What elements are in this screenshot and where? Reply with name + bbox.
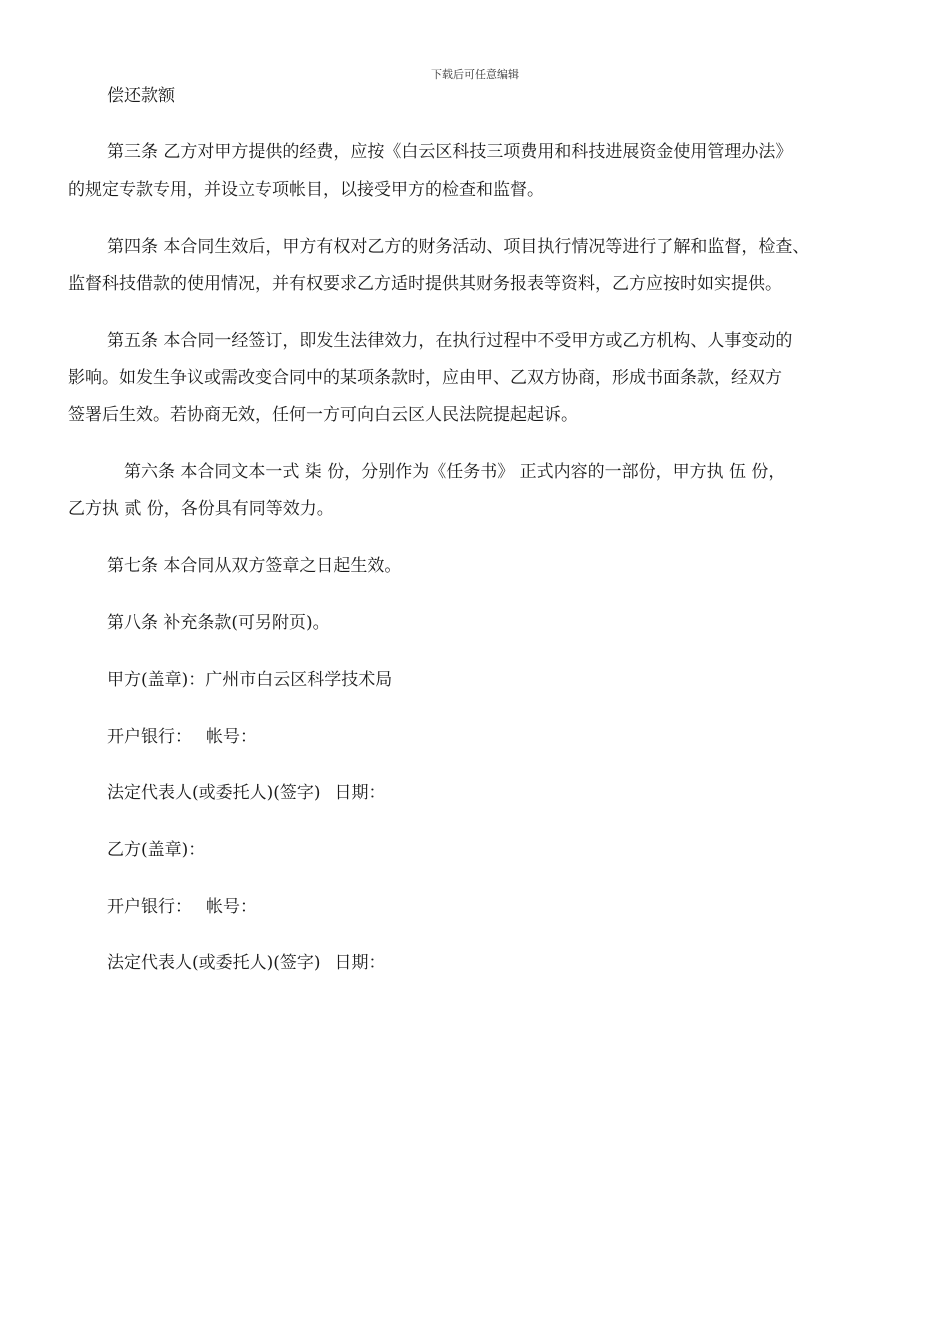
article-3-line-2: 的规定专款专用，并设立专项帐目，以接受甲方的检查和监督。	[68, 180, 544, 200]
article-5-line-3: 签署后生效。若协商无效，任何一方可向白云区人民法院提起起诉。	[68, 405, 578, 425]
article-5-line-2: 影响。如发生争议或需改变合同中的某项条款时，应由甲、乙双方协商，形成书面条款，经双方	[68, 368, 782, 388]
article-6-line-1: 第六条 本合同文本一式 柒 份，分别作为《任务书》 正式内容的一部份，甲方执 伍 份，	[124, 462, 786, 482]
article-5-line-1: 第五条 本合同一经签订，即发生法律效力，在执行过程中不受甲方或乙方机构、人事变动的	[107, 331, 793, 351]
party-a-rep-row	[107, 781, 386, 805]
party-b-rep-row	[107, 951, 386, 975]
continuation-text: 偿还款额	[107, 86, 175, 106]
article-4-line-2: 监督科技借款的使用情况，并有权要求乙方适时提供其财务报表等资料，乙方应按时如实提供。	[68, 274, 782, 294]
party-b-account-label: 帐号：	[206, 897, 257, 917]
party-b-rep-label: 法定代表人(或委托人)(签字)	[107, 953, 321, 973]
party-b-seal: 乙方(盖章)：	[107, 840, 206, 860]
article-4-line-1: 第四条 本合同生效后，甲方有权对乙方的财务活动、项目执行情况等进行了解和监督，检查、	[107, 237, 810, 257]
party-a-bank-row	[107, 725, 257, 749]
party-b-bank-label: 开户银行：	[107, 897, 192, 917]
article-8: 第八条 补充条款(可另附页)。	[107, 613, 330, 633]
party-a-seal: 甲方(盖章)：广州市白云区科学技术局	[107, 670, 393, 690]
article-6-line-2: 乙方执 贰 份，各份具有同等效力。	[68, 499, 334, 519]
party-b-date-label: 日期：	[334, 953, 386, 973]
party-a-rep-label: 法定代表人(或委托人)(签字)	[107, 783, 321, 803]
party-a-date-label: 日期：	[334, 783, 386, 803]
article-3-line-1: 第三条 乙方对甲方提供的经费，应按《白云区科技三项费用和科技进展资金使用管理办法》	[107, 142, 793, 162]
party-b-bank-row	[107, 895, 257, 919]
party-a-account-label: 帐号：	[206, 727, 257, 747]
party-a-bank-label: 开户银行：	[107, 727, 192, 747]
article-7: 第七条 本合同从双方签章之日起生效。	[107, 556, 402, 576]
header-note: 下载后可任意编辑	[431, 68, 519, 81]
